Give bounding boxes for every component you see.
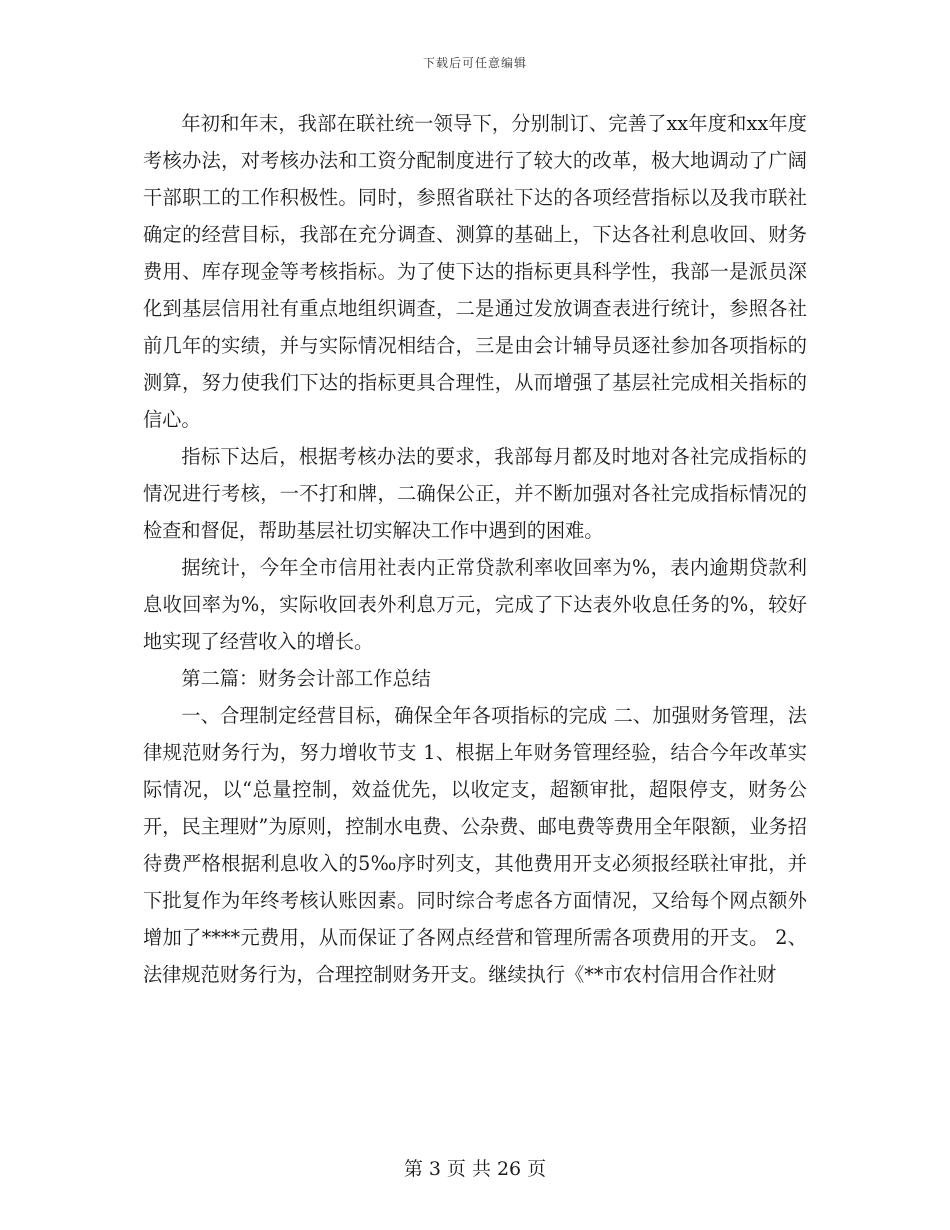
page-suffix: 页	[527, 1158, 547, 1180]
document-body	[143, 105, 807, 993]
paragraph: 年初和年末，我部在联社统一领导下，分别制订、完善了xx年度和xx年度考核办法，对考核办法和工资分配制度进行了较大的改革，极大地调动了广阔干部职工的工作积极性。同时，参照省联社下达的各项经营指标以及我市联社确定的经营目标，我部在充分调查、测算的基础上，下达各社利息收回、财务费用、库存现金等考核指标。为了使下达的指标更具科学性，我部一是派员深化到基层信用社有重点地组织调查，二是通过发放调查表进行统计，参照各社前几年的实绩，并与实际情况相结合，三是由会计辅导员逐社参加各项指标的测算，努力使我们下达的指标更具合理性，从而增强了基层社完成相关指标的信心。	[143, 112, 807, 431]
page-number-footer	[0, 1154, 950, 1181]
page-prefix: 第	[403, 1158, 423, 1180]
current-page-number: 3	[428, 1158, 441, 1180]
page-header-note: 下载后可任意编辑	[422, 56, 527, 70]
section-heading: 第二篇：财务会计部工作总结	[181, 667, 431, 690]
total-pages-number: 26	[496, 1158, 522, 1180]
page-middle-text: 页 共	[446, 1158, 491, 1180]
paragraph: 一、合理制定经营目标，确保全年各项指标的完成 二、加强财务管理，法律规范财务行为，努力增收节支 1、根据上年财务管理经验，结合今年改革实际情况，以“总量控制，效益优先，以收定支，超额审批，超限停支，财务公开，民主理财”为原则，控制水电费、公杂费、邮电费等费用全年限额，业务招待费严格根据利息收入的5‰序时列支，其他费用开支必须报经联社审批，并下批复作为年终考核认账因素。同时综合考虑各方面情况，又给每个网点额外增加了****元费用，从而保证了各网点经营和管理所需各项费用的开支。 2、法律规范财务行为，合理控制财务开支。继续执行《**市农村信用合作社财	[143, 704, 807, 986]
paragraph: 指标下达后，根据考核办法的要求，我部每月都及时地对各社完成指标的情况进行考核，一不打和牌，二确保公正，并不断加强对各社完成指标情况的检查和督促，帮助基层社切实解决工作中遇到的困难。	[143, 445, 807, 542]
paragraph: 据统计，今年全市信用社表内正常贷款利率收回率为%，表内逾期贷款利息收回率为%，实际收回表外利息万元，完成了下达表外收息任务的%，较好地实现了经营收入的增长。	[143, 556, 807, 653]
